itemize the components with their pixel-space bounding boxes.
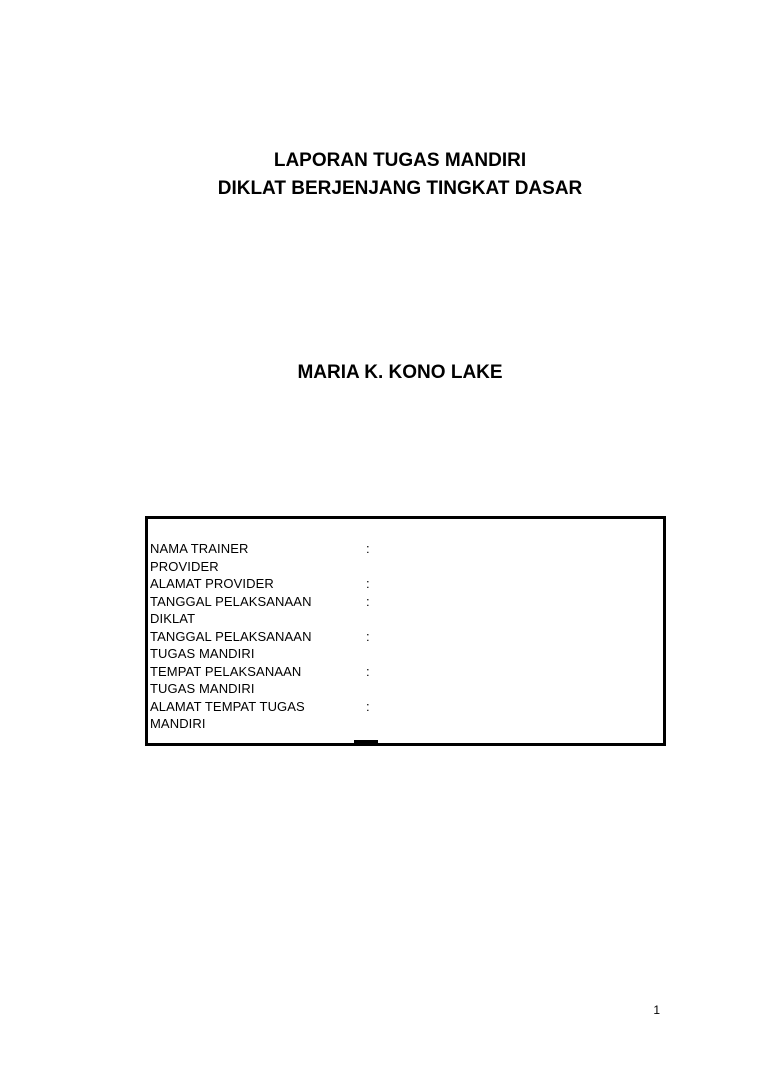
info-row-value [386, 593, 650, 628]
info-row-value [386, 698, 650, 733]
info-row-colon: : [366, 541, 370, 556]
label-line: NAMA TRAINER [150, 541, 249, 556]
column-divider-mark-top [354, 516, 378, 519]
info-row-label [150, 698, 366, 733]
info-row-colon: : [366, 663, 370, 679]
info-row-alamat-provider [150, 575, 650, 593]
document-title-line1: LAPORAN TUGAS MANDIRI [273, 150, 527, 171]
info-row-value [386, 575, 650, 593]
info-row-value [386, 663, 650, 698]
info-row-value [386, 540, 650, 575]
label-line: ALAMAT PROVIDER [150, 576, 274, 591]
info-row-tanggal-diklat [150, 593, 650, 628]
info-row-label [150, 628, 366, 663]
info-row-alamat-tempat-tugas [150, 698, 650, 733]
info-row-label [150, 593, 366, 628]
label-line: TUGAS MANDIRI [150, 646, 255, 661]
info-row-label [150, 663, 366, 698]
info-row-colon: : [366, 576, 370, 591]
info-row-tanggal-tugas [150, 628, 650, 663]
label-line: MANDIRI [150, 716, 206, 731]
label-line: TEMPAT PELAKSANAAN [150, 663, 302, 679]
author-name: MARIA K. KONO LAKE [297, 362, 503, 383]
info-row-colon: : [366, 698, 370, 714]
info-row-colon: : [366, 628, 370, 644]
info-row-label [150, 540, 366, 575]
label-line: PROVIDER [150, 558, 219, 574]
info-row-nama-trainer [150, 540, 650, 575]
info-row-value [386, 628, 650, 663]
info-row-colon: : [366, 593, 370, 609]
column-divider-mark-bottom [354, 740, 378, 743]
info-row-label [150, 575, 366, 593]
label-line: TUGAS MANDIRI [150, 681, 255, 696]
label-line: TANGGAL PELAKSANAAN [150, 628, 312, 644]
page-number: 1 [653, 1003, 660, 1017]
label-line: TANGGAL PELAKSANAAN [150, 593, 312, 609]
info-row-tempat-tugas [150, 663, 650, 698]
info-table [150, 540, 650, 733]
label-line: DIKLAT [150, 611, 196, 626]
document-title-line2: DIKLAT BERJENJANG TINGKAT DASAR [217, 178, 583, 199]
label-line: ALAMAT TEMPAT TUGAS [150, 698, 305, 714]
